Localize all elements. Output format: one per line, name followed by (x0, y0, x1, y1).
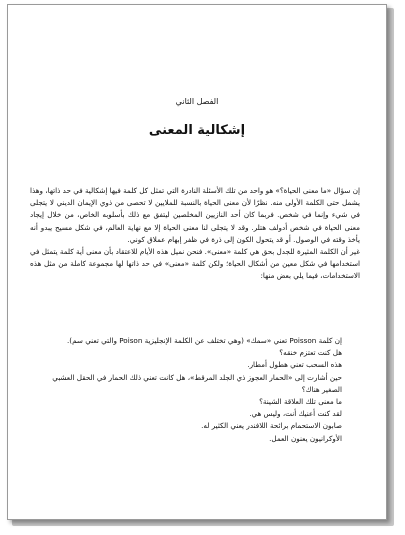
example-line: صابون الاستحمام برائحة اللافندر يعني الكثير له. (201, 421, 342, 431)
document-page (7, 4, 387, 520)
paragraph: غير أن الكلمة المثيرة للجدل بحق هي كلمة «معنى». فنحن نميل هذه الأيام للاعتقاد بأن معنى أية كلمة يتمثل في استخدامها في شكل معين من أشكال الحياة؛ ولكن كلمة «معنى» في حد ذاتها لها مجموعة كاملة من مثل هذه الاستخدامات، فيما يلي بعض منها: (29, 247, 360, 281)
body-text (30, 185, 360, 283)
chapter-label: الفصل الثاني (175, 97, 219, 106)
example-line: حين أشارت إلى «الحمار العجوز ذي الجلد المرقط»، هل كانت تعني ذلك الحمار في الحقل العشبي الصغير هناك؟ (52, 372, 342, 394)
quoted-examples (42, 335, 342, 445)
paragraph: إن سؤال «ما معنى الحياة؟» هو واحد من تلك الأسئلة النادرة التي تمثل كل كلمة فيها إشكالية في حد ذاتها، وهذا يشمل حتى الكلمة الأولى منه. نظرًا لأن معنى الحياة بالنسبة للملايين لا تحصى من ذوي الإيمان الديني لا يتجلى في شيء وإنما في شخص. فربما كان أحد النازيين المخلصين ليتفق مع ذلك بأسلوبه الخاص، من خلال إيجاد معنى الحياة في شخص أدولف هتلر. وقد لا يتجلى لنا معنى الحياة إلا مع نهاية العالم، في شكل مسيح يبدو أنه يأخذ وقته في الوصول. أو قد يتحول الكون إلى ذرة في ظفر إبهام عملاق كوني. (30, 186, 360, 244)
example-line: الأوكرانيون يعنون العمل. (269, 433, 342, 443)
example-line: هذه السحب تعني هطول أمطار. (247, 360, 342, 370)
example-line: لقد كنت أعنيك أنت، وليس هي. (249, 409, 342, 419)
example-line: هل كنت تعتزم خنقه؟ (279, 348, 342, 358)
example-line: ما معنى تلك العلاقة الشينة؟ (259, 397, 342, 407)
example-line: إن كلمة Poisson تعني «سمك» (وهي تختلف عن الكلمة الإنجليزية Poison والتي تعني سم). (67, 336, 342, 345)
chapter-title: إشكالية المعنى (148, 123, 246, 138)
